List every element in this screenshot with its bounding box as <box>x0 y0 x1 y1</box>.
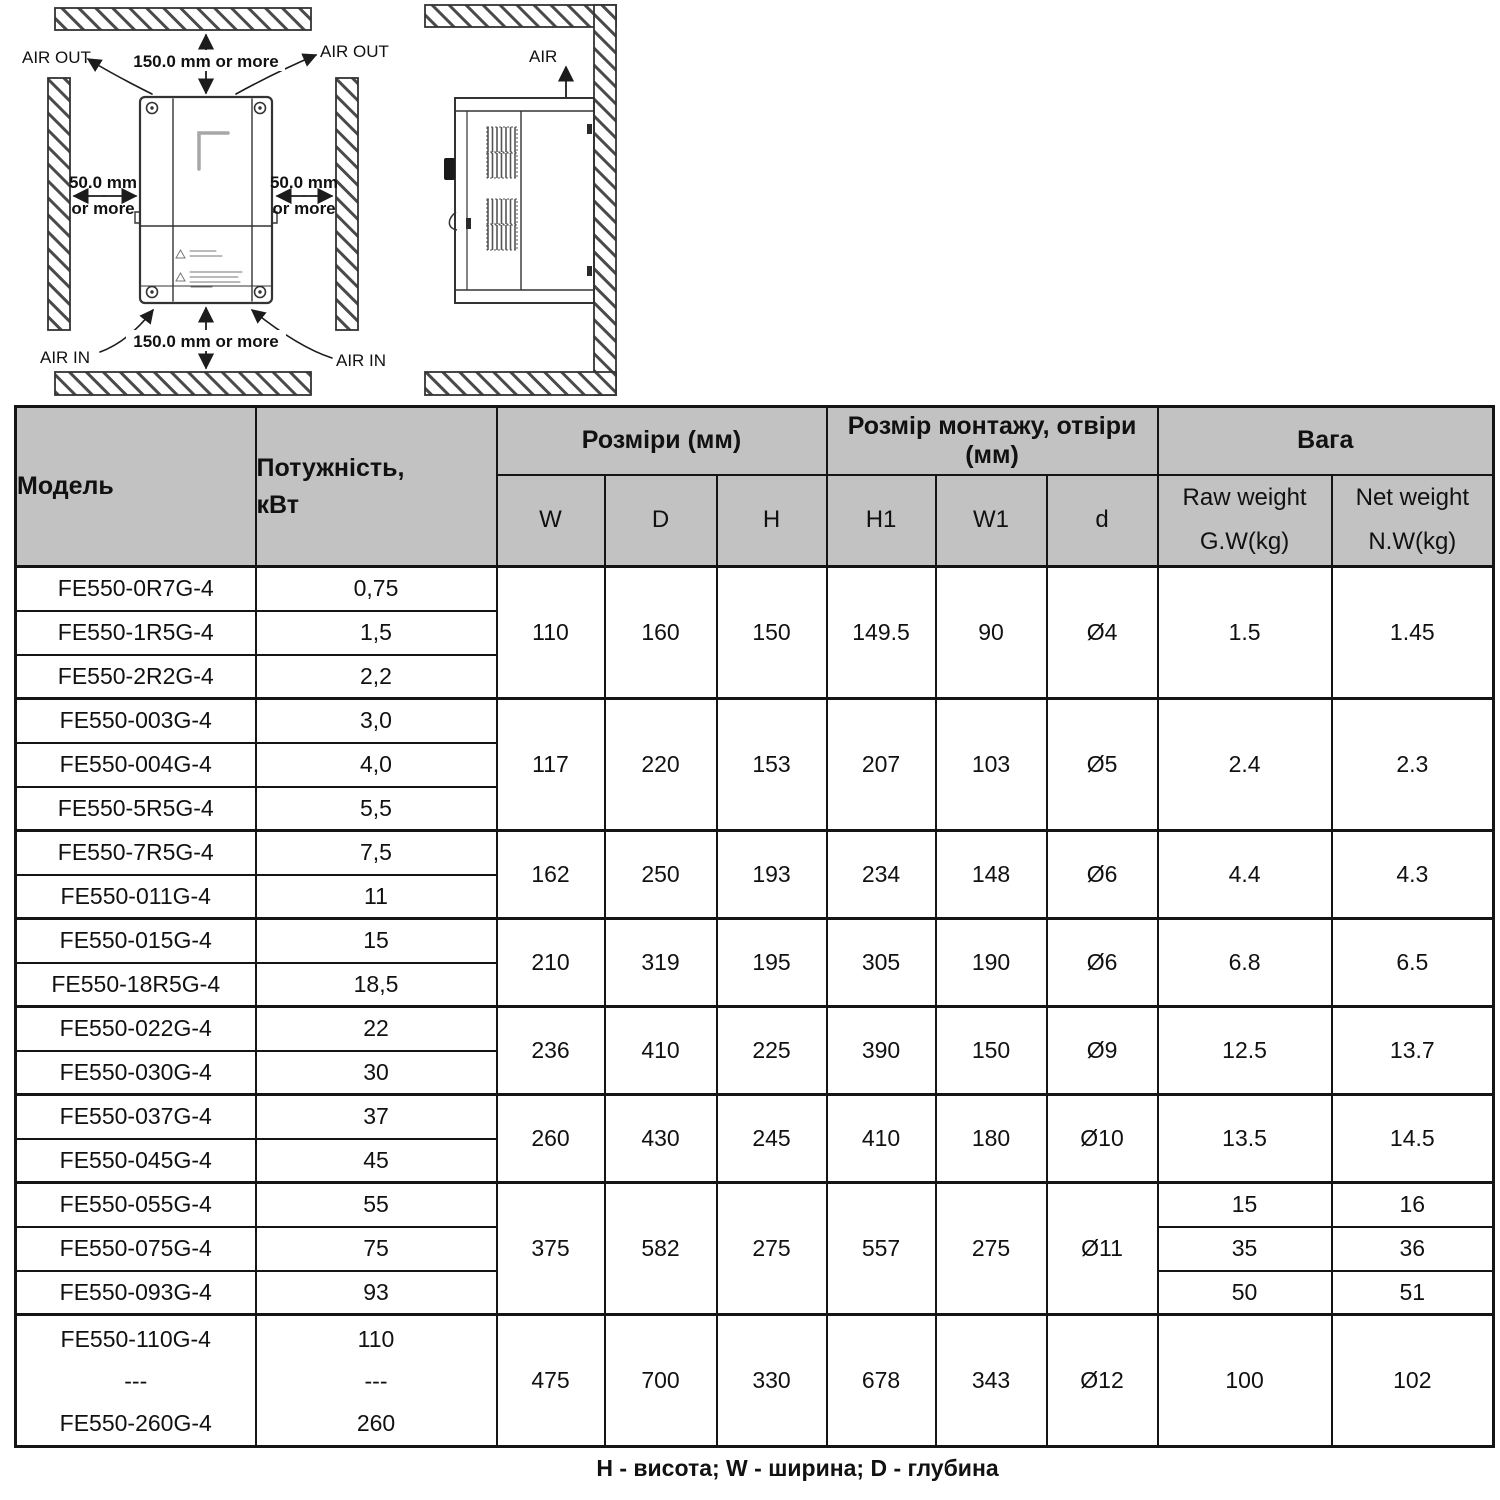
h1-cell: 390 <box>827 1007 936 1095</box>
model-cell: FE550-011G-4 <box>16 875 256 919</box>
table-row <box>16 1315 1494 1447</box>
power-header-line1: Потужність, <box>256 453 405 482</box>
header-row-groups <box>16 407 1494 475</box>
power-cell: 18,5 <box>256 963 497 1007</box>
model-cell: FE550-110G-4 --- FE550-260G-4 <box>16 1315 256 1447</box>
power-cell: 45 <box>256 1139 497 1183</box>
model-cell: FE550-0R7G-4 <box>16 567 256 611</box>
model-cell: FE550-2R2G-4 <box>16 655 256 699</box>
spec-table <box>14 405 1495 1448</box>
table-row <box>16 1007 1494 1051</box>
net-weight-line1: Net weight <box>1355 484 1469 512</box>
h-cell: 193 <box>717 831 827 919</box>
air-in-left-label: AIR IN <box>40 348 91 367</box>
net-weight-cell: 51 <box>1332 1271 1494 1315</box>
gross-weight-cell: 13.5 <box>1158 1095 1332 1183</box>
model-cell: FE550-022G-4 <box>16 1007 256 1051</box>
w1-cell: 275 <box>936 1183 1047 1315</box>
knob <box>444 158 455 180</box>
legend-text: Н - висота; W - ширина; D - глубина <box>596 1455 999 1481</box>
model-cell: FE550-1R5G-4 <box>16 611 256 655</box>
power-cell: 15 <box>256 919 497 963</box>
gross-weight-cell: 4.4 <box>1158 831 1332 919</box>
power-cell: 3,0 <box>256 699 497 743</box>
gross-weight-cell: 1.5 <box>1158 567 1332 699</box>
d-cell: 319 <box>605 919 717 1007</box>
h-cell: 330 <box>717 1315 827 1447</box>
h1-cell: 557 <box>827 1183 936 1315</box>
power-cell: 2,2 <box>256 655 497 699</box>
hole-cell: Ø4 <box>1047 567 1158 699</box>
w-cell: 375 <box>497 1183 605 1315</box>
d-cell: 250 <box>605 831 717 919</box>
net-weight-cell: 13.7 <box>1332 1007 1494 1095</box>
net-weight-cell: 4.3 <box>1332 831 1494 919</box>
clearance-top-label: 150.0 mm or more <box>133 52 279 71</box>
h1-cell: 207 <box>827 699 936 831</box>
gross-weight-cell: 100 <box>1158 1315 1332 1447</box>
d-cell: 700 <box>605 1315 717 1447</box>
wall-top <box>55 8 311 30</box>
wall-bottom <box>55 372 311 395</box>
d-cell: 220 <box>605 699 717 831</box>
front-view-diagram <box>22 8 389 395</box>
power-cell: 93 <box>256 1271 497 1315</box>
model-cell: FE550-045G-4 <box>16 1139 256 1183</box>
col-header-raw-weight <box>1158 475 1332 567</box>
model-cell: FE550-004G-4 <box>16 743 256 787</box>
wall-left <box>48 78 70 330</box>
gross-weight-cell: 6.8 <box>1158 919 1332 1007</box>
model-cell: FE550-015G-4 <box>16 919 256 963</box>
col-header-hole: d <box>1047 475 1158 567</box>
raw-weight-line2: G.W(kg) <box>1199 528 1290 556</box>
h1-cell: 149.5 <box>827 567 936 699</box>
net-weight-line2: N.W(kg) <box>1368 528 1457 556</box>
gross-weight-cell: 50 <box>1158 1271 1332 1315</box>
gross-weight-cell: 2.4 <box>1158 699 1332 831</box>
raw-weight-line1: Raw weight <box>1182 484 1307 512</box>
net-weight-cell: 14.5 <box>1332 1095 1494 1183</box>
hole-cell: Ø9 <box>1047 1007 1158 1095</box>
power-header-line2: кВт <box>256 490 299 519</box>
w1-cell: 103 <box>936 699 1047 831</box>
power-cell: 37 <box>256 1095 497 1139</box>
model-cell: FE550-055G-4 <box>16 1183 256 1227</box>
col-header-model: Модель <box>16 407 256 567</box>
net-weight-cell: 102 <box>1332 1315 1494 1447</box>
clearance-bottom-label: 150.0 mm or more <box>133 332 279 351</box>
inverter-front <box>135 97 277 303</box>
h1-cell: 234 <box>827 831 936 919</box>
wall-bottom-side <box>425 372 616 395</box>
col-header-power <box>256 407 497 567</box>
table-row <box>16 567 1494 611</box>
w1-cell: 90 <box>936 567 1047 699</box>
d-cell: 410 <box>605 1007 717 1095</box>
model-cell: FE550-5R5G-4 <box>16 787 256 831</box>
w-cell: 260 <box>497 1095 605 1183</box>
power-cell: 5,5 <box>256 787 497 831</box>
hole-cell: Ø11 <box>1047 1183 1158 1315</box>
net-weight-cell: 16 <box>1332 1183 1494 1227</box>
h-cell: 225 <box>717 1007 827 1095</box>
w1-cell: 150 <box>936 1007 1047 1095</box>
col-group-dimensions: Розміри (мм) <box>497 407 827 475</box>
h1-cell: 678 <box>827 1315 936 1447</box>
power-cell: 22 <box>256 1007 497 1051</box>
d-cell: 582 <box>605 1183 717 1315</box>
w-cell: 210 <box>497 919 605 1007</box>
hole-cell: Ø5 <box>1047 699 1158 831</box>
net-weight-cell: 1.45 <box>1332 567 1494 699</box>
model-cell: FE550-030G-4 <box>16 1051 256 1095</box>
power-cell: 1,5 <box>256 611 497 655</box>
gross-weight-cell: 15 <box>1158 1183 1332 1227</box>
h-cell: 245 <box>717 1095 827 1183</box>
power-cell: 0,75 <box>256 567 497 611</box>
w1-cell: 190 <box>936 919 1047 1007</box>
table-row <box>16 699 1494 743</box>
power-cell: 55 <box>256 1183 497 1227</box>
h1-cell: 410 <box>827 1095 936 1183</box>
hole-cell: Ø6 <box>1047 919 1158 1007</box>
w-cell: 110 <box>497 567 605 699</box>
w-cell: 236 <box>497 1007 605 1095</box>
model-cell: FE550-093G-4 <box>16 1271 256 1315</box>
hole-cell: Ø12 <box>1047 1315 1158 1447</box>
w-cell: 475 <box>497 1315 605 1447</box>
wall-top-side <box>425 5 616 27</box>
hole-cell: Ø6 <box>1047 831 1158 919</box>
power-cell: 30 <box>256 1051 497 1095</box>
col-header-net-weight <box>1332 475 1494 567</box>
h-cell: 153 <box>717 699 827 831</box>
col-header-d: D <box>605 475 717 567</box>
net-weight-cell: 36 <box>1332 1227 1494 1271</box>
power-cell: 75 <box>256 1227 497 1271</box>
h-cell: 275 <box>717 1183 827 1315</box>
gross-weight-cell: 12.5 <box>1158 1007 1332 1095</box>
hole-cell: Ø10 <box>1047 1095 1158 1183</box>
col-header-w1: W1 <box>936 475 1047 567</box>
table-row <box>16 919 1494 963</box>
model-cell: FE550-075G-4 <box>16 1227 256 1271</box>
model-cell: FE550-18R5G-4 <box>16 963 256 1007</box>
col-header-h1: H1 <box>827 475 936 567</box>
wall-right-side <box>594 5 616 395</box>
model-cell: FE550-7R5G-4 <box>16 831 256 875</box>
h1-cell: 305 <box>827 919 936 1007</box>
w1-cell: 343 <box>936 1315 1047 1447</box>
h-cell: 150 <box>717 567 827 699</box>
col-header-w: W <box>497 475 605 567</box>
air-out-left-label: AIR OUT <box>22 48 91 67</box>
net-weight-cell: 2.3 <box>1332 699 1494 831</box>
w-cell: 117 <box>497 699 605 831</box>
clearance-right-label-1: 50.0 mm <box>269 173 339 192</box>
clearance-right-label-2: or more <box>272 199 336 218</box>
air-out-right-label: AIR OUT <box>320 42 389 61</box>
net-weight-cell: 6.5 <box>1332 919 1494 1007</box>
table-row <box>16 831 1494 875</box>
model-cell: FE550-003G-4 <box>16 699 256 743</box>
air-label: AIR <box>529 47 558 66</box>
clearance-left-label-2: or more <box>71 199 135 218</box>
power-cell: 110 --- 260 <box>256 1315 497 1447</box>
w1-cell: 148 <box>936 831 1047 919</box>
air-in-right-label: AIR IN <box>336 351 387 370</box>
table-row <box>16 1183 1494 1227</box>
power-cell: 7,5 <box>256 831 497 875</box>
clearance-left-label-1: 50.0 mm <box>68 173 138 192</box>
h-cell: 195 <box>717 919 827 1007</box>
d-cell: 430 <box>605 1095 717 1183</box>
side-view-diagram <box>425 5 616 395</box>
mounting-clearance-diagram <box>0 0 1500 400</box>
col-group-mounting: Розмір монтажу, отвіри (мм) <box>827 407 1158 475</box>
model-cell: FE550-037G-4 <box>16 1095 256 1139</box>
col-group-weight: Вага <box>1158 407 1494 475</box>
wall-right <box>336 78 358 330</box>
w1-cell: 180 <box>936 1095 1047 1183</box>
inverter-side <box>444 98 594 303</box>
gross-weight-cell: 35 <box>1158 1227 1332 1271</box>
power-cell: 4,0 <box>256 743 497 787</box>
d-cell: 160 <box>605 567 717 699</box>
col-header-h: H <box>717 475 827 567</box>
w-cell: 162 <box>497 831 605 919</box>
table-row <box>16 1095 1494 1139</box>
power-cell: 11 <box>256 875 497 919</box>
